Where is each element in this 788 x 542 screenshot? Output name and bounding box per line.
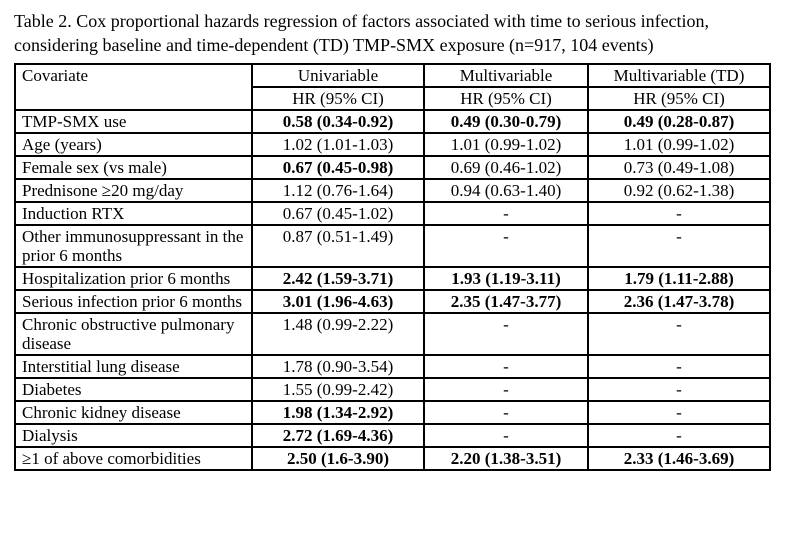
hr-value-cell: - xyxy=(424,355,588,378)
hr-value-cell: 0.67 (0.45-0.98) xyxy=(252,156,424,179)
hr-value-cell: 2.35 (1.47-3.77) xyxy=(424,290,588,313)
hr-value-cell: 1.48 (0.99-2.22) xyxy=(252,313,424,355)
hr-value-cell: - xyxy=(424,313,588,355)
covariate-cell: Other immunosuppressant in the prior 6 months xyxy=(15,225,252,267)
header-row-titles xyxy=(15,64,770,87)
hr-value-cell: - xyxy=(588,355,770,378)
table-row xyxy=(15,290,770,313)
column-header-multivariable: Multivariable xyxy=(424,64,588,87)
subheader-multivariable: HR (95% CI) xyxy=(424,87,588,110)
hr-value-cell: 1.55 (0.99-2.42) xyxy=(252,378,424,401)
table-row xyxy=(15,447,770,470)
subheader-multivariable-td: HR (95% CI) xyxy=(588,87,770,110)
table-row xyxy=(15,424,770,447)
hr-value-cell: - xyxy=(424,202,588,225)
table-row xyxy=(15,225,770,267)
covariate-cell: Chronic kidney disease xyxy=(15,401,252,424)
subheader-univariable: HR (95% CI) xyxy=(252,87,424,110)
table-caption xyxy=(14,10,774,58)
hr-value-cell: 2.33 (1.46-3.69) xyxy=(588,447,770,470)
covariate-cell: ≥1 of above comorbidities xyxy=(15,447,252,470)
table-row xyxy=(15,202,770,225)
covariate-cell: TMP-SMX use xyxy=(15,110,252,133)
covariate-header-cell: Covariate xyxy=(15,64,252,110)
hr-value-cell: 1.01 (0.99-1.02) xyxy=(424,133,588,156)
hr-value-cell: - xyxy=(588,424,770,447)
table-row xyxy=(15,110,770,133)
covariate-cell: Hospitalization prior 6 months xyxy=(15,267,252,290)
covariate-cell: Female sex (vs male) xyxy=(15,156,252,179)
caption-line-1: Table 2. Cox proportional hazards regression of factors associated with time to serious infection, xyxy=(14,11,710,31)
hr-value-cell: 0.49 (0.30-0.79) xyxy=(424,110,588,133)
hr-value-cell: 1.98 (1.34-2.92) xyxy=(252,401,424,424)
table-row xyxy=(15,179,770,202)
hr-value-cell: - xyxy=(424,225,588,267)
hr-value-cell: 0.87 (0.51-1.49) xyxy=(252,225,424,267)
covariate-cell: Induction RTX xyxy=(15,202,252,225)
caption-line-2: considering baseline and time-dependent (TD) TMP-SMX exposure (n=917, 104 events) xyxy=(14,34,654,55)
covariate-cell: Diabetes xyxy=(15,378,252,401)
cox-regression-table xyxy=(14,63,771,471)
column-header-multivariable-td: Multivariable (TD) xyxy=(588,64,770,87)
hr-value-cell: 0.92 (0.62-1.38) xyxy=(588,179,770,202)
table-row xyxy=(15,355,770,378)
hr-value-cell: 0.58 (0.34-0.92) xyxy=(252,110,424,133)
hr-value-cell: - xyxy=(588,225,770,267)
covariate-cell: Dialysis xyxy=(15,424,252,447)
covariate-cell: Serious infection prior 6 months xyxy=(15,290,252,313)
table-row xyxy=(15,267,770,290)
hr-value-cell: 1.01 (0.99-1.02) xyxy=(588,133,770,156)
hr-value-cell: 2.50 (1.6-3.90) xyxy=(252,447,424,470)
hr-value-cell: - xyxy=(588,401,770,424)
table-row xyxy=(15,313,770,355)
hr-value-cell: - xyxy=(424,378,588,401)
hr-value-cell: 1.02 (1.01-1.03) xyxy=(252,133,424,156)
table-row xyxy=(15,133,770,156)
hr-value-cell: 3.01 (1.96-4.63) xyxy=(252,290,424,313)
hr-value-cell: 1.78 (0.90-3.54) xyxy=(252,355,424,378)
hr-value-cell: 2.36 (1.47-3.78) xyxy=(588,290,770,313)
table-row xyxy=(15,401,770,424)
hr-value-cell: 0.69 (0.46-1.02) xyxy=(424,156,588,179)
hr-value-cell: 0.49 (0.28-0.87) xyxy=(588,110,770,133)
hr-value-cell: 2.42 (1.59-3.71) xyxy=(252,267,424,290)
covariate-cell: Age (years) xyxy=(15,133,252,156)
hr-value-cell: 1.93 (1.19-3.11) xyxy=(424,267,588,290)
hr-value-cell: 0.94 (0.63-1.40) xyxy=(424,179,588,202)
hr-value-cell: 2.72 (1.69-4.36) xyxy=(252,424,424,447)
hr-value-cell: 0.73 (0.49-1.08) xyxy=(588,156,770,179)
table-row xyxy=(15,378,770,401)
hr-value-cell: 0.67 (0.45-1.02) xyxy=(252,202,424,225)
hr-value-cell: - xyxy=(424,424,588,447)
hr-value-cell: - xyxy=(588,202,770,225)
covariate-cell: Chronic obstructive pulmonary disease xyxy=(15,313,252,355)
hr-value-cell: - xyxy=(588,378,770,401)
covariate-cell: Prednisone ≥20 mg/day xyxy=(15,179,252,202)
hr-value-cell: 1.12 (0.76-1.64) xyxy=(252,179,424,202)
covariate-cell: Interstitial lung disease xyxy=(15,355,252,378)
table-row xyxy=(15,156,770,179)
column-header-univariable: Univariable xyxy=(252,64,424,87)
hr-value-cell: 2.20 (1.38-3.51) xyxy=(424,447,588,470)
hr-value-cell: - xyxy=(588,313,770,355)
hr-value-cell: 1.79 (1.11-2.88) xyxy=(588,267,770,290)
hr-value-cell: - xyxy=(424,401,588,424)
